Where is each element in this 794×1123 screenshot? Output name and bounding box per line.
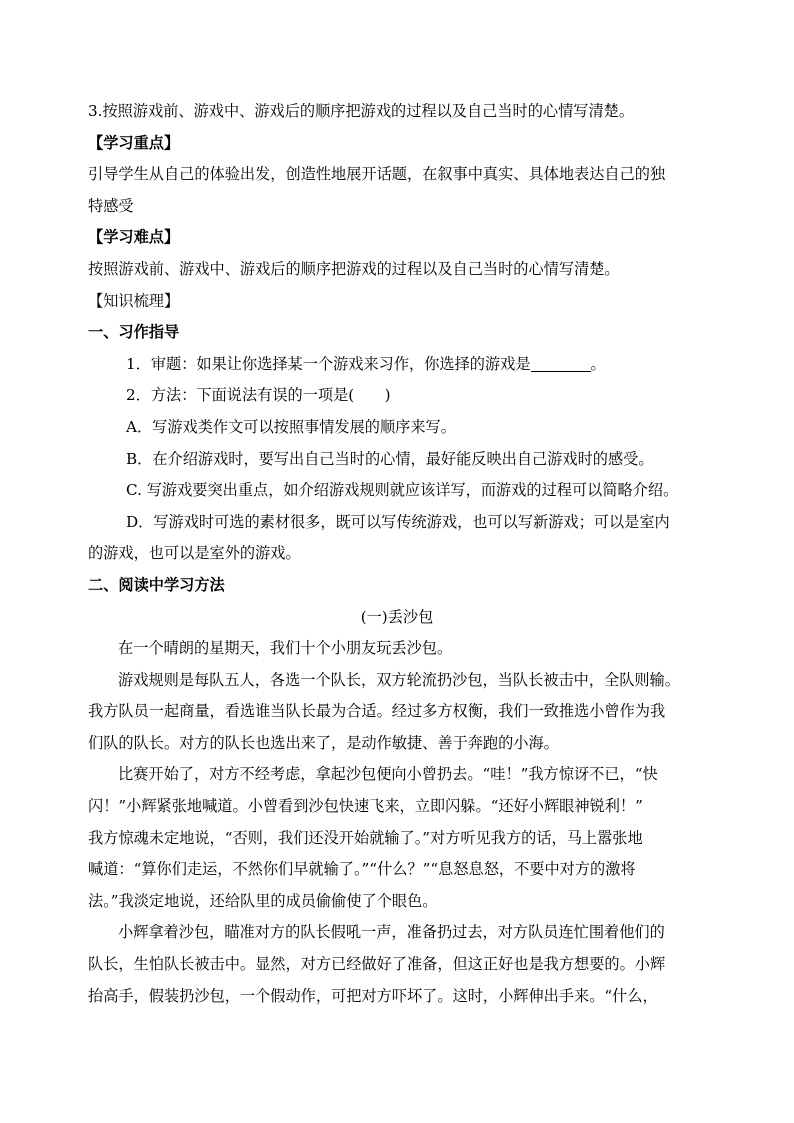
story-paragraph-3-line-1: 比赛开始了，对方不经考虑，拿起沙包便向小曾扔去。“哇！”我方惊讶不已，“快 — [118, 765, 658, 784]
question-2: 2．方法：下面说法有误的一项是( ) — [126, 386, 391, 405]
knowledge-heading: 【知识梳理】 — [88, 291, 180, 310]
answer-blank[interactable] — [531, 355, 591, 372]
question-1-suffix: 。 — [590, 354, 606, 373]
story-paragraph-4-line-2: 队长，生怕队长被击中。显然，对方已经做好了准备，但这正好也是我方想要的。小辉 — [88, 955, 666, 974]
section-1-heading: 一、习作指导 — [88, 323, 180, 342]
option-b: B．在介绍游戏时，要写出自己当时的心情，最好能反映出自己游戏时的感受。 — [126, 449, 654, 468]
key-points-line-2: 特感受 — [88, 196, 134, 215]
difficulties-text: 按照游戏前、游戏中、游戏后的顺序把游戏的过程以及自己当时的心情写清楚。 — [88, 259, 620, 278]
question-1-prefix: 1．审题：如果让你选择某一个游戏来习作，你选择的游戏是 — [126, 354, 531, 373]
story-paragraph-3-line-5: 法。”我淡定地说，还给队里的成员偷偷使了个眼色。 — [88, 891, 438, 910]
key-points-heading: 【学习重点】 — [88, 133, 180, 152]
option-d-line-2: 的游戏，也可以是室外的游戏。 — [88, 544, 301, 563]
story-paragraph-3-line-2: 闪！”小辉紧张地喊道。小曾看到沙包快速飞来，立即闪躲。“还好小辉眼神锐利！” — [88, 797, 643, 816]
story-title: (一)丢沙包 — [360, 607, 434, 626]
goal-item-3: 3.按照游戏前、游戏中、游戏后的顺序把游戏的过程以及自己当时的心情写清楚。 — [88, 102, 635, 120]
option-a: A．写游戏类作文可以按照事情发展的顺序来写。 — [126, 417, 456, 436]
document-page — [88, 96, 706, 1012]
story-paragraph-2-line-2: 我方队员一起商量，看选谁当队长最为合适。经过多方权衡，我们一致推选小曾作为我 — [88, 702, 666, 721]
story-paragraph-4-line-3: 抬高手，假装扔沙包，一个假动作，可把对方吓坏了。这时，小辉伸出手来。“什么， — [88, 986, 658, 1005]
difficulties-heading: 【学习难点】 — [88, 228, 180, 247]
story-paragraph-2-line-1: 游戏规则是每队五人，各选一个队长，双方轮流扔沙包，当队长被击中，全队则输。 — [118, 670, 680, 689]
option-d-line-1: D．写游戏时可选的素材很多，既可以写传统游戏，也可以写新游戏；可以是室内 — [126, 512, 670, 531]
story-paragraph-4-line-1: 小辉拿着沙包，瞄准对方的队长假吼一声，准备扔过去，对方队员连忙围着他们的 — [118, 923, 665, 942]
question-1 — [88, 349, 706, 381]
story-paragraph-1: 在一个晴朗的星期天，我们十个小朋友玩丢沙包。 — [118, 639, 453, 658]
key-points-line-1: 引导学生从自己的体验出发，创造性地展开话题，在叙事中真实、具体地表达自己的独 — [88, 165, 666, 184]
option-c: C. 写游戏要突出重点，如介绍游戏规则就应该详写，而游戏的过程可以简略介绍。 — [126, 481, 679, 500]
story-paragraph-3-line-3: 我方惊魂未定地说，“否则，我们还没开始就输了。”对方听见我方的话，马上嚣张地 — [88, 828, 643, 847]
story-paragraph-2-line-3: 们队的队长。对方的队长也选出来了，是动作敏捷、善于奔跑的小海。 — [88, 733, 559, 752]
story-paragraph-3-line-4: 喊道：“算你们走运，不然你们早就输了。”“什么？”“息怒息怒，不要中对方的激将 — [88, 860, 636, 879]
section-2-heading: 二、阅读中学习方法 — [88, 575, 225, 594]
